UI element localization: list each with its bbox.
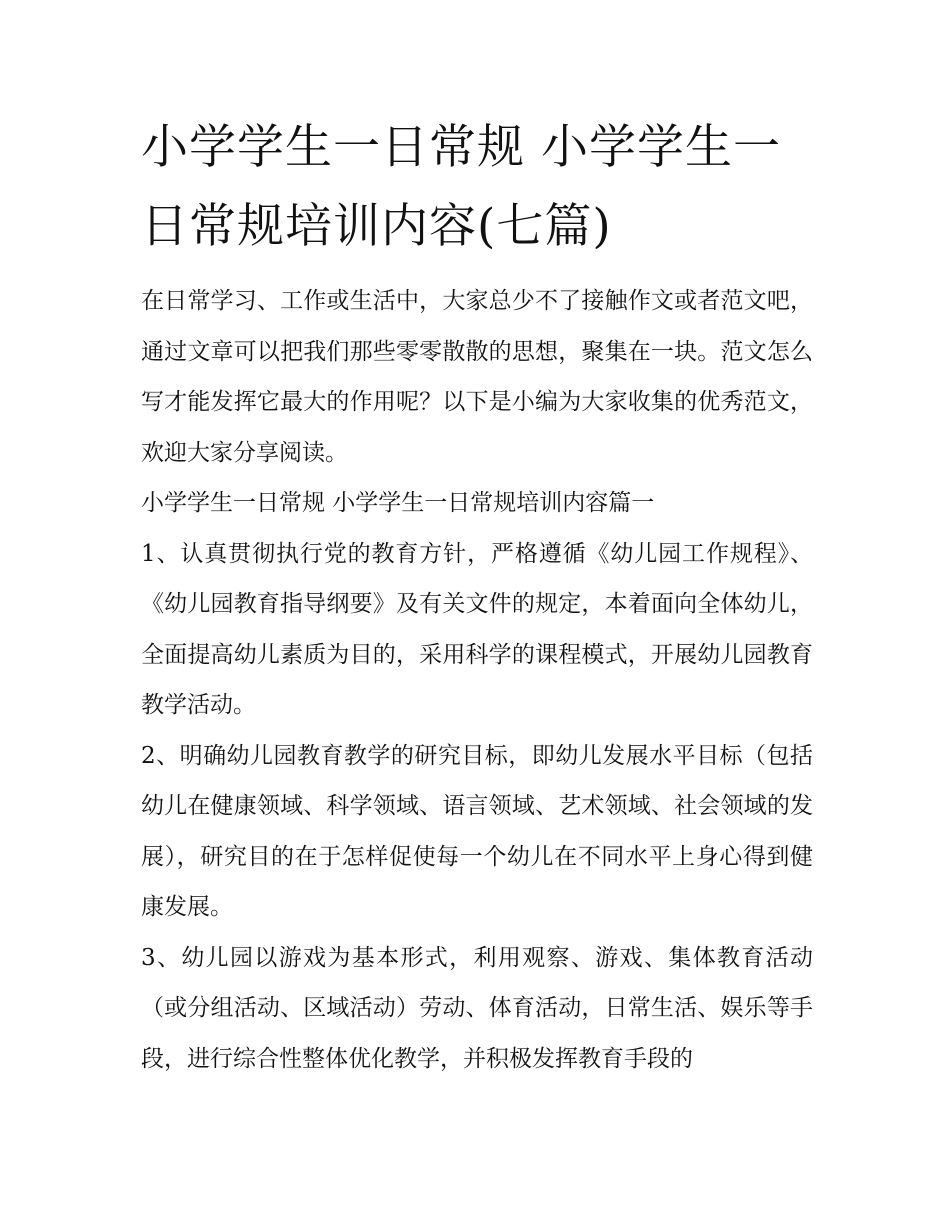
- document-body: [141, 276, 813, 1084]
- list-item-2: 2、明确幼儿园教育教学的研究目标，即幼儿发展水平目标（包括幼儿在健康领域、科学领域、语言领域、艺术领域、社会领域的发展），研究目的在于怎样促使每一个幼儿在不同水平上身心得到健康发展。: [141, 742, 813, 920]
- section-heading: 小学学生一日常规 小学学生一日常规培训内容篇一: [141, 490, 655, 516]
- list-item-1: 1、认真贯彻执行党的教育方针，严格遵循《幼儿园工作规程》、《幼儿园教育指导纲要》及有关文件的规定，本着面向全体幼儿，全面提高幼儿素质为目的，采用科学的课程模式，开展幼儿园教育教学活动。: [141, 540, 813, 718]
- intro-paragraph: 在日常学习、工作或生活中，大家总少不了接触作文或者范文吧，通过文章可以把我们那些零零散散的思想，聚集在一块。范文怎么写才能发挥它最大的作用呢？以下是小编为大家收集的优秀范文，欢迎大家分享阅读。: [141, 288, 813, 466]
- list-item-3: 3、幼儿园以游戏为基本形式，利用观察、游戏、集体教育活动（或分组活动、区域活动）劳动、体育活动，日常生活、娱乐等手段，进行综合性整体优化教学，并积极发挥教育手段的: [141, 944, 813, 1072]
- document-title: 小学学生一日常规 小学学生一日常规培训内容(七篇): [141, 120, 781, 254]
- document-page: [141, 108, 813, 1084]
